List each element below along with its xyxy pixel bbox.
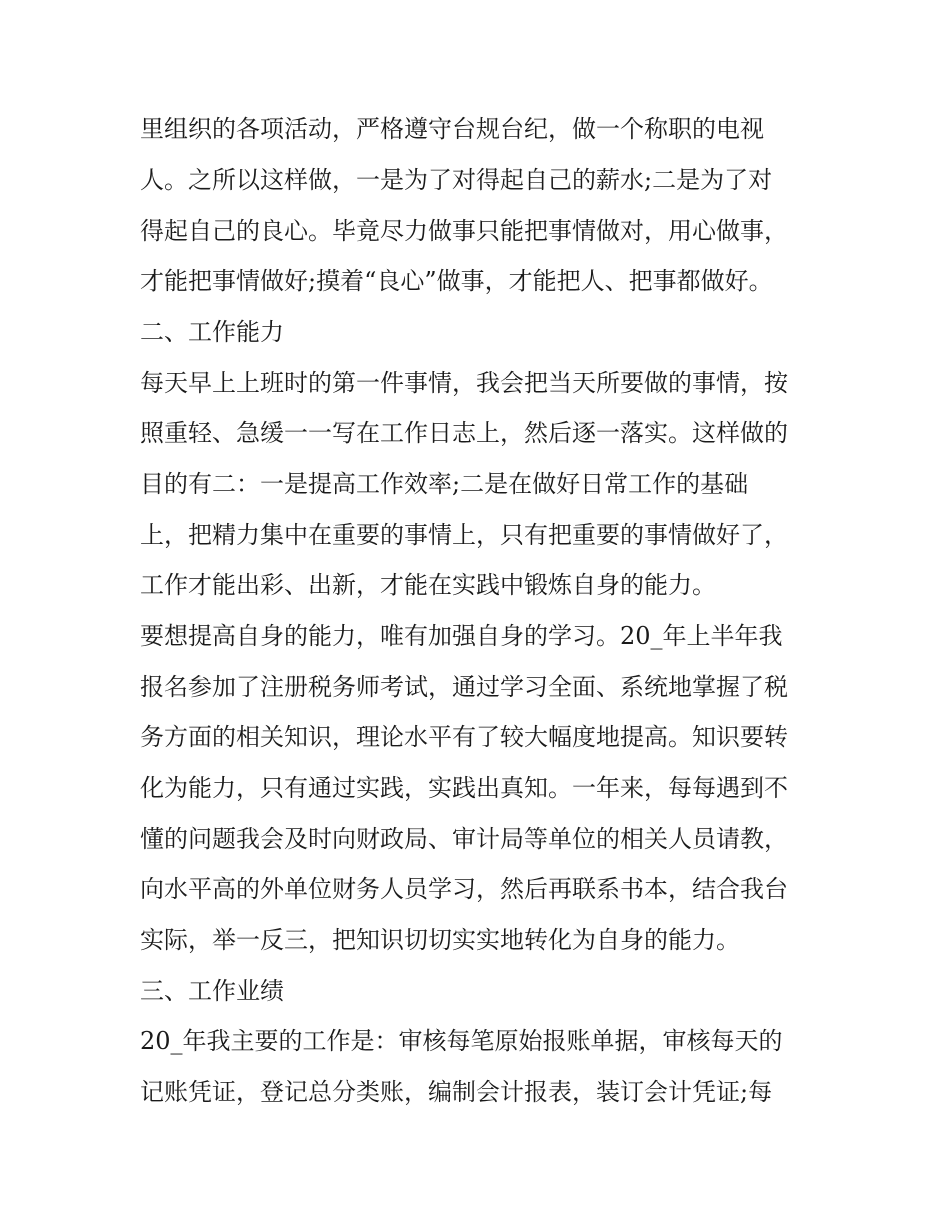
text-line: 实际，举一反三，把知识切切实实地转化为自身的能力。 (140, 926, 740, 954)
text-line: 要想提高自身的能力，唯有加强自身的学习。20_年上半年我 (140, 622, 783, 650)
section-heading: 二、工作能力 (140, 318, 284, 346)
text-line: 工作才能出彩、出新，才能在实践中锻炼自身的能力。 (140, 571, 716, 599)
text-line: 得起自己的良心。毕竟尽力做事只能把事情做对，用心做事， (140, 217, 788, 245)
text-line: 目的有二：一是提高工作效率;二是在做好日常工作的基础 (140, 470, 749, 498)
text-line: 每天早上上班时的第一件事情，我会把当天所要做的事情，按 (140, 369, 788, 397)
text-line: 人。之所以这样做，一是为了对得起自己的薪水;二是为了对 (140, 166, 773, 194)
text-line: 懂的问题我会及时向财政局、审计局等单位的相关人员请教， (140, 825, 788, 853)
text-line: 照重轻、急缓一一写在工作日志上，然后逐一落实。这样做的 (140, 419, 788, 447)
text-line: 20_年我主要的工作是：审核每笔原始报账单据，审核每天的 (140, 1027, 783, 1055)
text-line: 化为能力，只有通过实践，实践出真知。一年来，每每遇到不 (140, 774, 788, 802)
section-heading: 三、工作业绩 (140, 977, 284, 1005)
text-line: 向水平高的外单位财务人员学习，然后再联系书本，结合我台 (140, 875, 788, 903)
text-line: 记账凭证，登记总分类账，编制会计报表，装订会计凭证;每 (140, 1078, 773, 1106)
text-line: 务方面的相关知识，理论水平有了较大幅度地提高。知识要转 (140, 723, 788, 751)
text-line: 上，把精力集中在重要的事情上，只有把重要的事情做好了， (140, 521, 788, 549)
text-line: 报名参加了注册税务师考试，通过学习全面、系统地掌握了税 (140, 673, 788, 701)
text-line: 才能把事情做好;摸着“良心”做事，才能把人、把事都做好。 (140, 267, 773, 295)
text-line: 里组织的各项活动，严格遵守台规台纪，做一个称职的电视 (140, 115, 764, 143)
